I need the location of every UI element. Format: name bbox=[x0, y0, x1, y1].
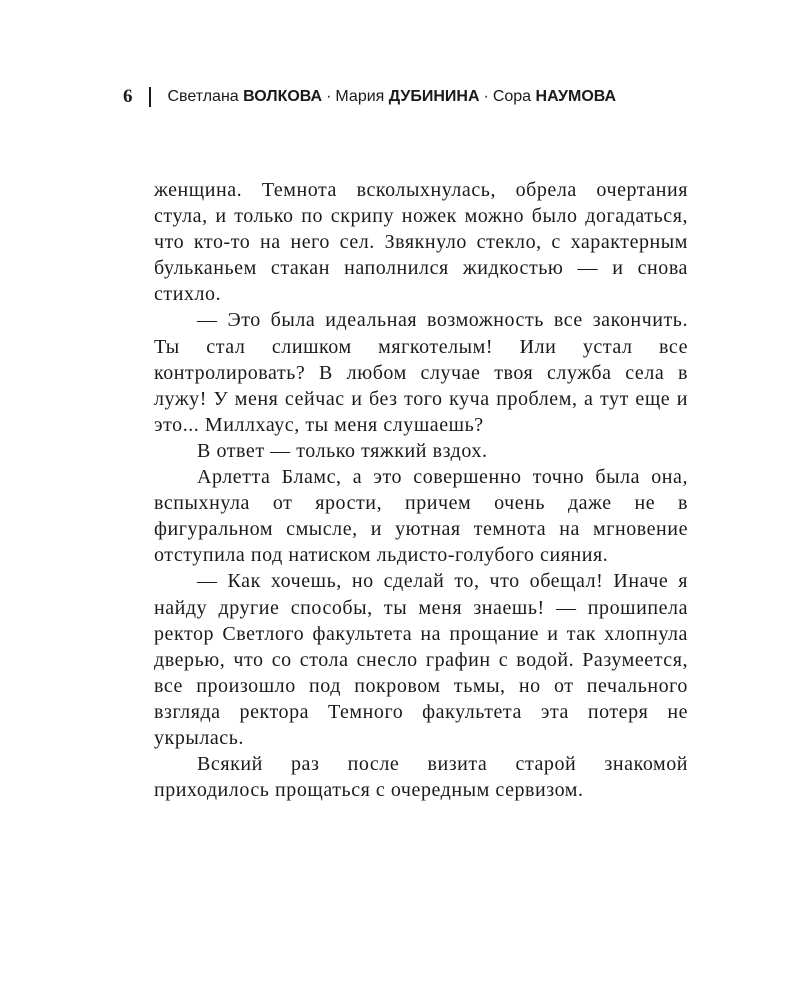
paragraph: Арлетта Бламс, а это совершенно точно была она, вспыхнула от ярости, причем очень даже не в фигуральном смысле, и уютная темнота на мгновение отступила под натиском льдисто-голубого сияния. bbox=[154, 466, 688, 567]
paragraph: В ответ — только тяжкий вздох. bbox=[197, 439, 488, 462]
author-3-last-name: НАУМОВА bbox=[535, 88, 617, 105]
header-separator-bar bbox=[149, 87, 151, 107]
page-number: 6 bbox=[123, 86, 133, 107]
author-2-first-name: Мария bbox=[335, 88, 385, 105]
paragraph: Всякий раз после визита старой знакомой приходилось прощаться с очередным сервизом. bbox=[154, 753, 688, 802]
author-2 bbox=[335, 88, 479, 106]
author-separator-dot: · bbox=[483, 88, 489, 105]
body-text bbox=[154, 177, 688, 803]
author-3-first-name: Сора bbox=[492, 88, 532, 105]
author-2-last-name: ДУБИНИНА bbox=[388, 88, 480, 105]
author-3 bbox=[493, 88, 616, 106]
paragraph-dialogue: — Как хочешь, но сделай то, что обещал! Иначе я найду другие способы, ты меня знаешь! — прошипела ректор Светлого факультета на прощание и так хлопнула дверью, что со стола снесло графин с водой. Разумеется, все произошло под покровом тьмы, но от печального взгляда ректора Темного факультета эта потеря не укрылась. bbox=[154, 570, 688, 749]
running-header bbox=[123, 84, 616, 110]
author-1 bbox=[168, 88, 323, 106]
author-1-first-name: Светлана bbox=[167, 88, 239, 105]
paragraph-continuation: женщина. Темнота всколыхнулась, обрела очертания стула, и только по скрипу ножек можно было догадаться, что кто-то на него сел. Звякнуло стекло, с характерным бульканьем стакан наполнился жидкостью — и снова стихло. bbox=[154, 179, 688, 306]
paragraph-dialogue: — Это была идеальная возможность все закончить. Ты стал слишком мягкотелым! Или устал все контролировать? В любом случае твоя служба села в лужу! У меня сейчас и без того куча проблем, а тут еще и это... Миллхаус, ты меня слушаешь? bbox=[154, 309, 688, 436]
author-separator-dot: · bbox=[326, 88, 332, 105]
author-1-last-name: ВОЛКОВА bbox=[243, 88, 323, 105]
